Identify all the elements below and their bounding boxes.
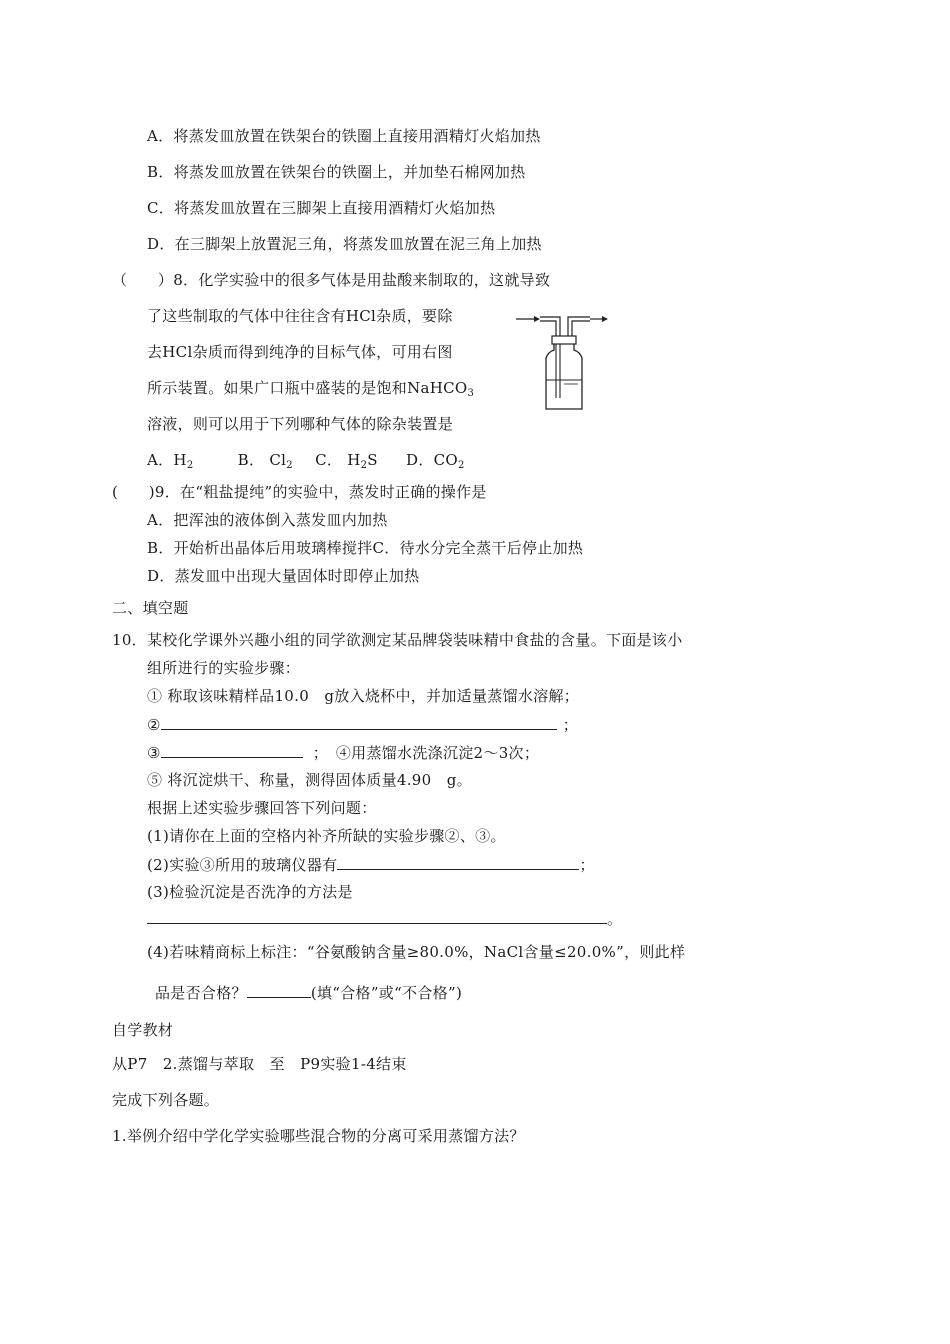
q8-option-c: C． $H_2S$ — [315, 451, 378, 471]
q8-line-4-subscript: 3 — [467, 388, 475, 399]
q8-option-a: A．$H_2$ — [147, 451, 194, 471]
q8-stem-line — [112, 270, 550, 290]
q8-option-b: B． $Cl_2$ — [237, 451, 293, 471]
q10-step-2-marker: ② — [147, 716, 161, 734]
q10-step-4: ； ④用蒸馏水洗涤沉淀2～3次； — [312, 744, 540, 762]
q8-line-3: 去HCl杂质而得到纯净的目标气体，可用右图 — [147, 343, 453, 361]
q10-sub-1: (1)请你在上面的空格内补齐所缺的实验步骤②、③。 — [147, 827, 506, 845]
q10-step-2-blank[interactable] — [161, 714, 557, 730]
q8-answer-paren: （ ） — [112, 271, 174, 289]
q7-option-c: C．将蒸发皿放置在三脚架上直接用酒精灯火焰加热 — [147, 199, 496, 217]
q10-step-5: ⑤ 将沉淀烘干、称量，测得固体质量4.90 g。 — [147, 771, 472, 789]
q10-step-3-blank[interactable] — [161, 742, 303, 758]
q9-option-a: A．把浑浊的液体倒入蒸发皿内加热 — [147, 511, 388, 529]
selfstudy-task: 完成下列各题。 — [112, 1091, 220, 1109]
q8-stem: 8．化学实验中的很多气体是用盐酸来制取的，这就导致 — [173, 271, 551, 289]
q10-step-3-4 — [147, 742, 539, 763]
q10-sub-3-blank[interactable] — [147, 908, 607, 924]
q10-sub-3-answer-line: 。 — [147, 908, 622, 929]
q10-sub-3: (3)检验沉淀是否洗净的方法是 — [147, 883, 353, 901]
q8-line-4-text: 所示装置。如果广口瓶中盛装的是饱和NaHCO — [147, 379, 468, 397]
section-heading-fill-in: 二、填空题 — [112, 599, 189, 617]
selfstudy-heading: 自学教材 — [112, 1021, 174, 1039]
q8-options — [147, 450, 465, 470]
q10-sub-4-continued: 品是否合格？ (填“合格”或“不合格”) — [155, 984, 463, 1002]
q8-line-2: 了这些制取的气体中往往含有HCl杂质，要除 — [147, 307, 453, 325]
q7-option-a: A．将蒸发皿放置在铁架台的铁圈上直接用酒精灯火焰加热 — [147, 127, 541, 145]
q9-stem: 9．在“粗盐提纯”的实验中，蒸发时正确的操作是 — [154, 483, 487, 501]
q7-option-b: B．将蒸发皿放置在铁架台的铁圈上，并加垫石棉网加热 — [147, 163, 526, 181]
q9-option-d: D．蒸发皿中出现大量固体时即停止加热 — [147, 567, 420, 585]
q10-sub-2-blank[interactable] — [337, 854, 579, 870]
q8-line-5: 溶液，则可以用于下列哪种气体的除杂装置是 — [147, 415, 454, 433]
gas-washing-bottle-diagram — [512, 310, 612, 415]
q10-sub-4: (4)若味精商标上标注：“谷氨酸钠含量≥80.0%，NaCl含量≤20.0%”，则此样 — [147, 943, 686, 961]
q9-answer-paren: ( ) — [112, 483, 155, 501]
q9-option-bc: B．开始析出晶体后用玻璃棒搅拌C．待水分完全蒸干后停止加热 — [147, 539, 584, 557]
selfstudy-question-1: 1.举例介绍中学化学实验哪些混合物的分离可采用蒸馏方法？ — [112, 1127, 525, 1145]
q10-step-1: ① 称取该味精样品10.0 g放入烧杯中，并加适量蒸馏水溶解； — [147, 687, 580, 705]
selfstudy-range: 从P7 2.蒸馏与萃取 至 P9实验1-4结束 — [112, 1055, 407, 1073]
q10-step-2: ② ； — [147, 716, 579, 734]
q7-option-d: D．在三脚架上放置泥三角，将蒸发皿放置在泥三角上加热 — [147, 235, 542, 253]
q10-stem-line-1: 10．某校化学课外兴趣小组的同学欲测定某品牌袋装味精中食盐的含量。下面是该小 — [112, 631, 683, 649]
q10-step-3-marker: ③ — [147, 744, 161, 762]
q8-line-4 — [147, 378, 474, 398]
q8-option-d: D．$CO_2$ — [406, 451, 465, 471]
q10-stem-line-2: 组所进行的实验步骤： — [147, 659, 301, 677]
q9-stem-line — [112, 482, 487, 502]
q10-intro: 根据上述实验步骤回答下列问题： — [147, 799, 377, 817]
q10-sub-2: (2)实验③所用的玻璃仪器有 ； — [147, 856, 595, 874]
q10-sub-4-blank[interactable] — [247, 982, 311, 998]
